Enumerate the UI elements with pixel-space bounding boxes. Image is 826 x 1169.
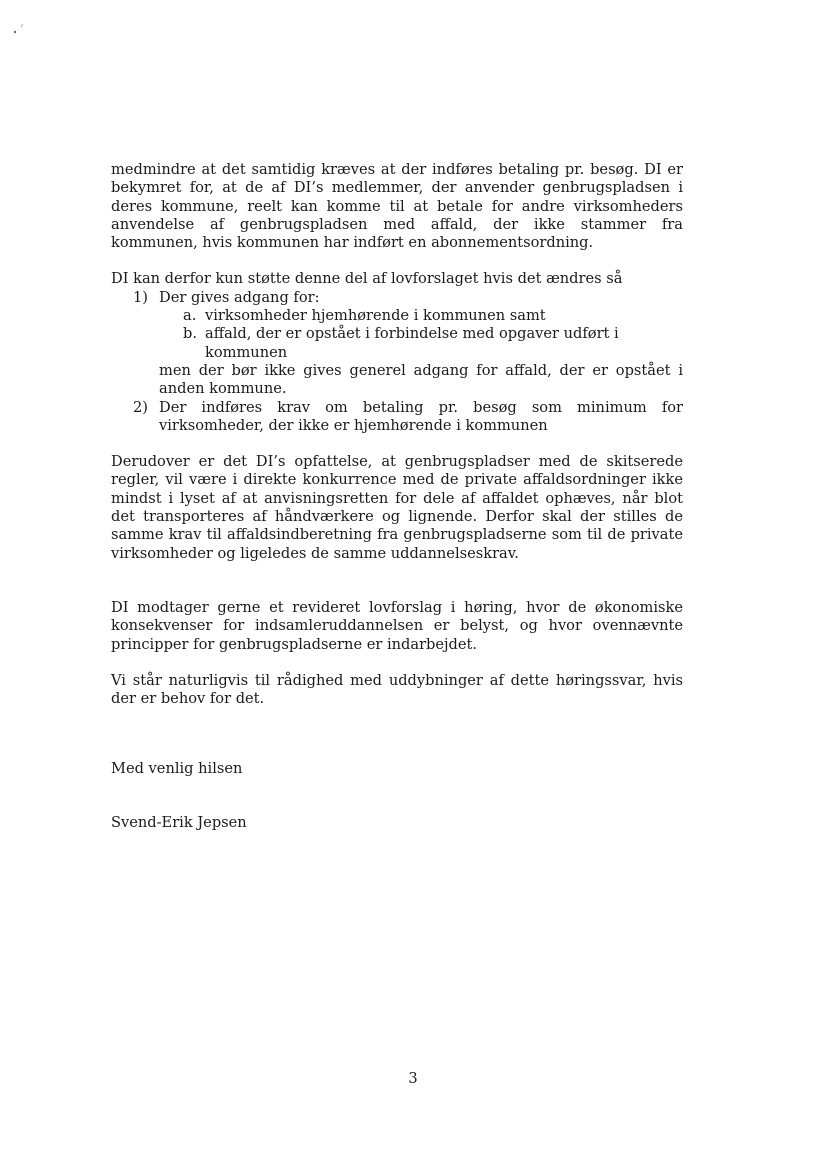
list-marker: 2): [133, 398, 148, 416]
sub-item-a: [159, 307, 683, 325]
list-item-text: Der gives adgang for:: [159, 288, 320, 306]
letter-body: [111, 161, 683, 832]
list-item-continuation: men der bør ikke gives generel adgang for affald, der er opstået i anden kommune.: [159, 361, 683, 398]
scan-mark-icon: [12, 22, 26, 36]
signature-name: Svend-Erik Jepsen: [111, 813, 247, 831]
list-item-text: Der indføres krav om betaling pr. besøg som minimum for virksomheder, der ikke er hjemhørende i kommunen: [159, 398, 683, 434]
requirements-list: [111, 289, 683, 435]
list-marker: 1): [133, 288, 148, 306]
closing-greeting: Med venlig hilsen: [111, 760, 243, 778]
paragraph-5: Vi står naturligvis til rådighed med uddybninger af dette høringssvar, hvis der er behov for det.: [111, 671, 683, 708]
page-number: 3: [408, 1070, 418, 1087]
paragraph-4: DI modtager gerne et revideret lovforslag i høring, hvor de økonomiske konsekvenser for indsamleruddannelsen er belyst, og hvor ovennævnte principper for genbrugspladserne er indarbejdet.: [111, 598, 683, 653]
paragraph-1: medmindre at det samtidig kræves at der indføres betaling pr. besøg. DI er bekymret for, at de af DI’s medlemmer, der anvender genbrugspladsen i deres kommune, reelt kan komme til at betale for andre virksomheders anvendelse af genbrugspladsen med affald, der ikke stammer fra kommunen, hvis kommunen har indført en abonnementsordning.: [111, 161, 683, 252]
sub-list: [159, 307, 683, 362]
list-item-2: [111, 399, 683, 436]
sub-item-text: virksomheder hjemhørende i kommunen samt: [205, 307, 546, 325]
paragraph-2-intro: DI kan derfor kun støtte denne del af lovforslaget hvis det ændres så: [111, 270, 623, 288]
paragraph-3: Derudover er det DI’s opfattelse, at genbrugspladser med de skitserede regler, vil være i direkte konkurrence med de private affaldsordninger ikke mindst i lyset af at anvisningsretten for dele af affaldet ophæves, når blot det transporteres af håndværkere og lignende. Derfor skal der stilles de samme krav til affaldsindberetning fra genbrugspladserne som til de private virksomheder og ligeledes de samme uddannelseskrav.: [111, 453, 683, 562]
sub-item-text: affald, der er opstået i forbindelse med opgaver udført i kommunen: [205, 325, 619, 361]
list-item-1: [111, 289, 683, 399]
sub-marker: b.: [183, 325, 197, 343]
sub-item-b: [159, 325, 683, 362]
sub-marker: a.: [183, 307, 197, 325]
